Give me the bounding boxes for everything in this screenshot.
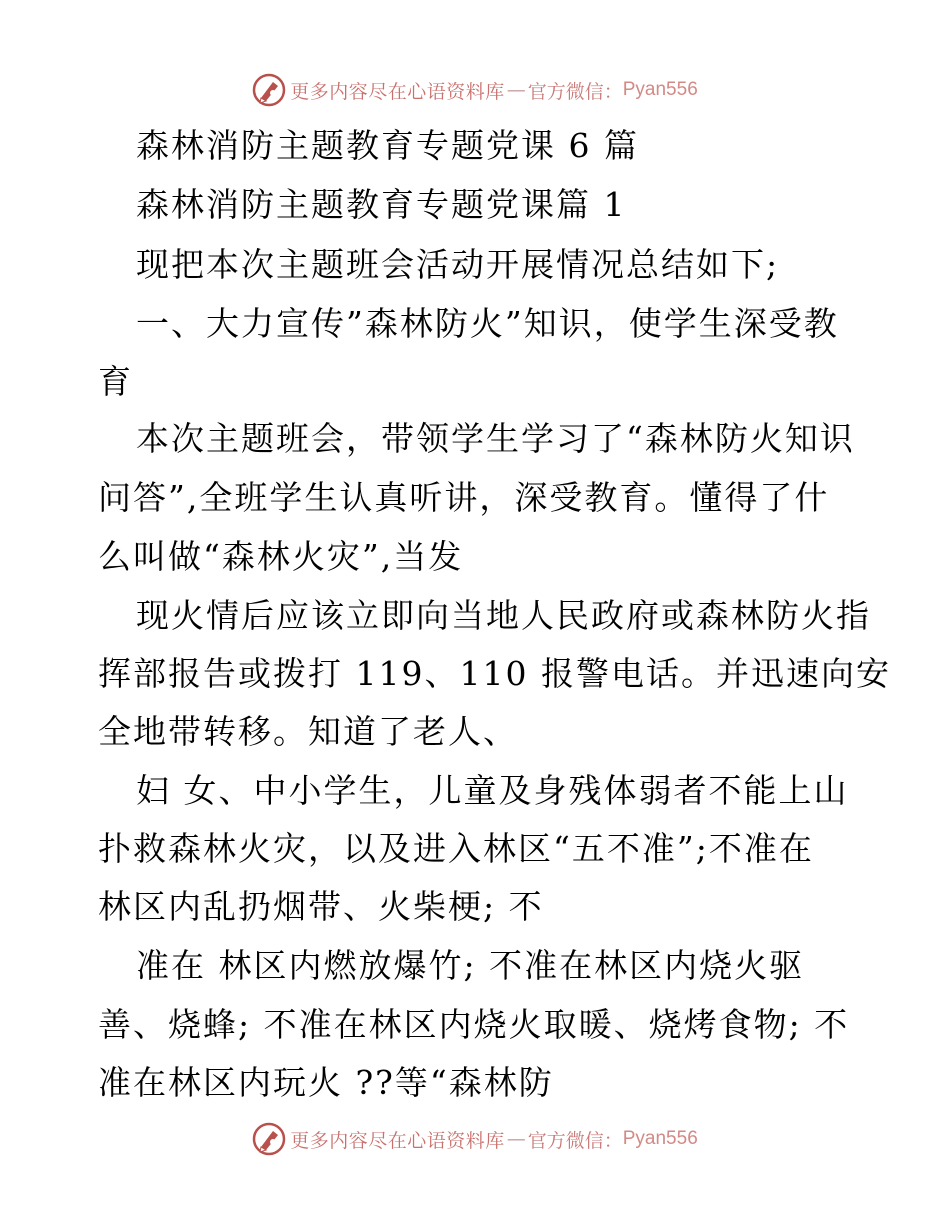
doc-line: 妇 女、中小学生，儿童及身残体弱者不能上山 <box>136 771 849 810</box>
footer-banner <box>0 1119 950 1159</box>
doc-line: 问答”,全班学生认真听讲，深受教育。懂得了什 <box>98 478 830 517</box>
pen-logo-icon <box>252 1122 286 1156</box>
doc-title: 森林消防主题教育专题党课 6 篇 <box>136 126 639 165</box>
doc-line: 林区内乱扔烟带、火柴梗; 不 <box>98 887 544 926</box>
banner-main-text: 更多内容尽在心语资料库 <box>290 80 505 103</box>
doc-line: 全地带转移。知道了老人、 <box>98 712 518 751</box>
doc-line: 么叫做“森林火灾”,当发 <box>98 537 464 576</box>
doc-subtitle: 森林消防主题教育专题党课篇 1 <box>136 185 627 224</box>
banner-separator: — <box>506 79 526 101</box>
doc-line: 一、大力宣传”森林防火”知识，使学生深受教 <box>136 304 839 343</box>
doc-line: 现把本次主题班会活动开展情况总结如下; <box>136 245 780 284</box>
banner-wechat-label: 官方微信： <box>527 80 623 103</box>
banner-wechat-id: Pyan556 <box>622 79 698 100</box>
banner-wechat-label: 官方微信： <box>527 1129 623 1152</box>
banner-wechat-id: Pyan556 <box>622 1128 698 1149</box>
banner-separator: — <box>506 1128 526 1150</box>
doc-line: 本次主题班会，带领学生学习了“森林防火知识 <box>136 419 855 458</box>
doc-line: 善、烧蜂; 不准在林区内烧火取暖、烧烤食物; 不 <box>98 1005 850 1044</box>
doc-line: 扑救森林火灾，以及进入林区“五不准”;不准在 <box>98 829 814 868</box>
doc-line: 准在林区内玩火 ??等“森林防 <box>98 1063 554 1102</box>
pen-logo-icon <box>252 73 286 107</box>
doc-line: 现火情后应该立即向当地人民政府或森林防火指 <box>136 596 871 635</box>
doc-line: 挥部报告或拨打 119、110 报警电话。并迅速向安 <box>98 654 891 693</box>
doc-line: 准在 林区内燃放爆竹; 不准在林区内烧火驱 <box>136 946 805 985</box>
doc-line: 育 <box>98 362 133 401</box>
banner-main-text: 更多内容尽在心语资料库 <box>290 1129 505 1152</box>
header-banner <box>0 70 950 110</box>
